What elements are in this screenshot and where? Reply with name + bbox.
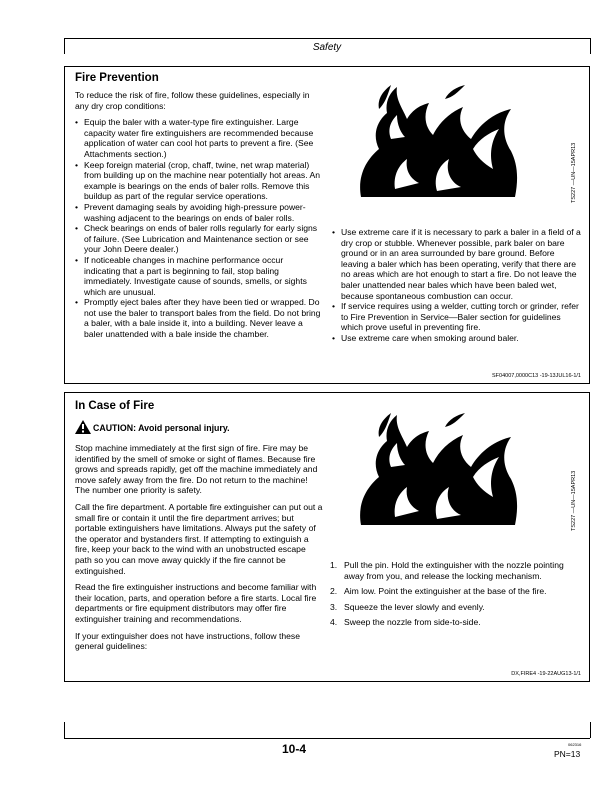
step-text: Pull the pin. Hold the extinguisher with the nozzle pointing away from you, and release the locking mechanism.	[344, 560, 564, 581]
list-item: • Prevent damaging seals by avoiding high-pressure power-washing adjacent to the bearings on ends of baler rolls.	[75, 202, 321, 223]
list-item: • Use extreme care if it is necessary to park a baler in a field of a dry crop or stubble. Whenever possible, park baler on bare ground or in an area surrounded by bare ground. Before leaving a baler which has been operating, verify that there are no areas which are hot enough to start a fire. Do not leave the baler unattended near bales which have been baled wet, because spontaneous combustion can occur.	[332, 227, 584, 301]
caution-line	[75, 420, 230, 436]
list-item: • Equip the baler with a water-type fire extinguisher. Large capacity water fire extinguishers are recommended because application of water can cool hot parts to prevent a fire. (See Attachments section.)	[75, 117, 321, 159]
list-item: • Use extreme care when smoking around baler.	[332, 333, 584, 344]
list-item: • Check bearings on ends of baler rolls regularly for early signs of failure. (See Lubrication and Maintenance section or see your John Deere dealer.)	[75, 223, 321, 255]
flames-illustration	[333, 79, 543, 199]
paragraph: Call the fire department. A portable fire extinguisher can put out a small fire or contain it until the fire department arrives; but portable extinguishers have limitations. Always put the safety of the operator and bystanders first. If attempting to extinguish a fire, keep your back to the wind with an unobstructed escape path so you can move away quickly if the fire cannot be extinguished.	[75, 501, 323, 576]
extinguisher-steps-column	[330, 560, 584, 633]
fire-prevention-title: Fire Prevention	[75, 72, 159, 84]
list-item: • Keep foreign material (crop, chaff, twine, net wrap material) from building up on the machine near potentially hot areas. An example is bearings on the ends of baler rolls. Remove this buildup as part of the regular service operations.	[75, 160, 321, 202]
extinguisher-steps-list	[330, 560, 584, 628]
step-text: Squeeze the lever slowly and evenly.	[344, 601, 485, 612]
list-item	[330, 586, 584, 597]
fire-prevention-left-list	[75, 117, 321, 339]
list-item	[330, 617, 584, 628]
warning-triangle-icon	[75, 420, 91, 436]
paragraph: Read the fire extinguisher instructions and become familiar with their location, parts, and operation before a fire starts. Local fire departments or fire equipment distributors may offer fire extinguisher training and recommendations.	[75, 582, 317, 624]
in-case-of-fire-left-column	[75, 443, 323, 658]
in-case-of-fire-ref-code: DX,FIRE4 -19-22AUG13-1/1	[511, 671, 581, 677]
fire-prevention-intro: To reduce the risk of fire, follow these guidelines, especially in any dry crop conditions:	[75, 90, 310, 111]
in-case-of-fire-title: In Case of Fire	[75, 400, 155, 412]
step-number: 1.	[330, 560, 338, 570]
list-item: • If noticeable changes in machine performance occur indicating that a part is beginning to fail, stop baling immediately. Investigate cause of sounds, smells, or sights which are unusual.	[75, 255, 321, 297]
list-item: • If service requires using a welder, cutting torch or grinder, refer to Fire Prevention in Service—Baler section for guidelines which prove useful in preventing fire.	[332, 301, 584, 333]
paragraph: If your extinguisher does not have instructions, follow these general guidelines:	[75, 630, 300, 652]
footer-right-rule	[590, 722, 591, 738]
header-title: Safety	[312, 42, 342, 53]
fire-prevention-right-column	[332, 227, 584, 344]
fire-prevention-right-list	[332, 227, 584, 344]
page-number: 10-4	[282, 742, 307, 756]
step-text: Aim low. Point the extinguisher at the base of the fire.	[344, 586, 547, 597]
step-number: 4.	[330, 617, 338, 628]
list-item	[330, 602, 584, 613]
paragraph: Stop machine immediately at the first sign of fire. Fire may be identified by the smell of smoke or sight of flames. Because fire grows and spreads rapidly, get off the machine immediately and move safely away from the fire. Do not return to the machine! The number one priority is safety.	[75, 443, 318, 496]
fire-prevention-panel	[64, 66, 590, 384]
list-item	[330, 560, 584, 581]
footer-small-code: 062316	[568, 742, 582, 747]
step-text: Sweep the nozzle from side-to-side.	[344, 617, 481, 628]
step-number: 2.	[330, 586, 338, 597]
footer-left-rule	[64, 722, 65, 738]
header-right-rule	[590, 38, 591, 54]
caution-text: CAUTION: Avoid personal injury.	[93, 423, 230, 433]
list-item: • Promptly eject bales after they have been tied or wrapped. Do not use the baler to transport bales from the field. Do not bring a baler, with a bale inside it, into a building. Never leave a baler unattended with a bale inside the chamber.	[75, 297, 321, 339]
fire-prevention-figure-code: TS227 —UN—15APR13	[571, 142, 577, 203]
step-number: 3.	[330, 601, 338, 612]
footer-pn: PN=13	[554, 749, 581, 759]
fire-prevention-ref-code: SF04007,0000C13 -19-13JUL16-1/1	[492, 373, 581, 379]
in-case-of-fire-panel	[64, 392, 590, 682]
flames-illustration	[333, 407, 543, 527]
fire-prevention-left-column	[75, 90, 321, 340]
footer-rule	[64, 738, 590, 739]
in-case-of-fire-figure-code: TS227 —UN—15APR13	[571, 470, 577, 531]
header-rule	[64, 38, 590, 39]
